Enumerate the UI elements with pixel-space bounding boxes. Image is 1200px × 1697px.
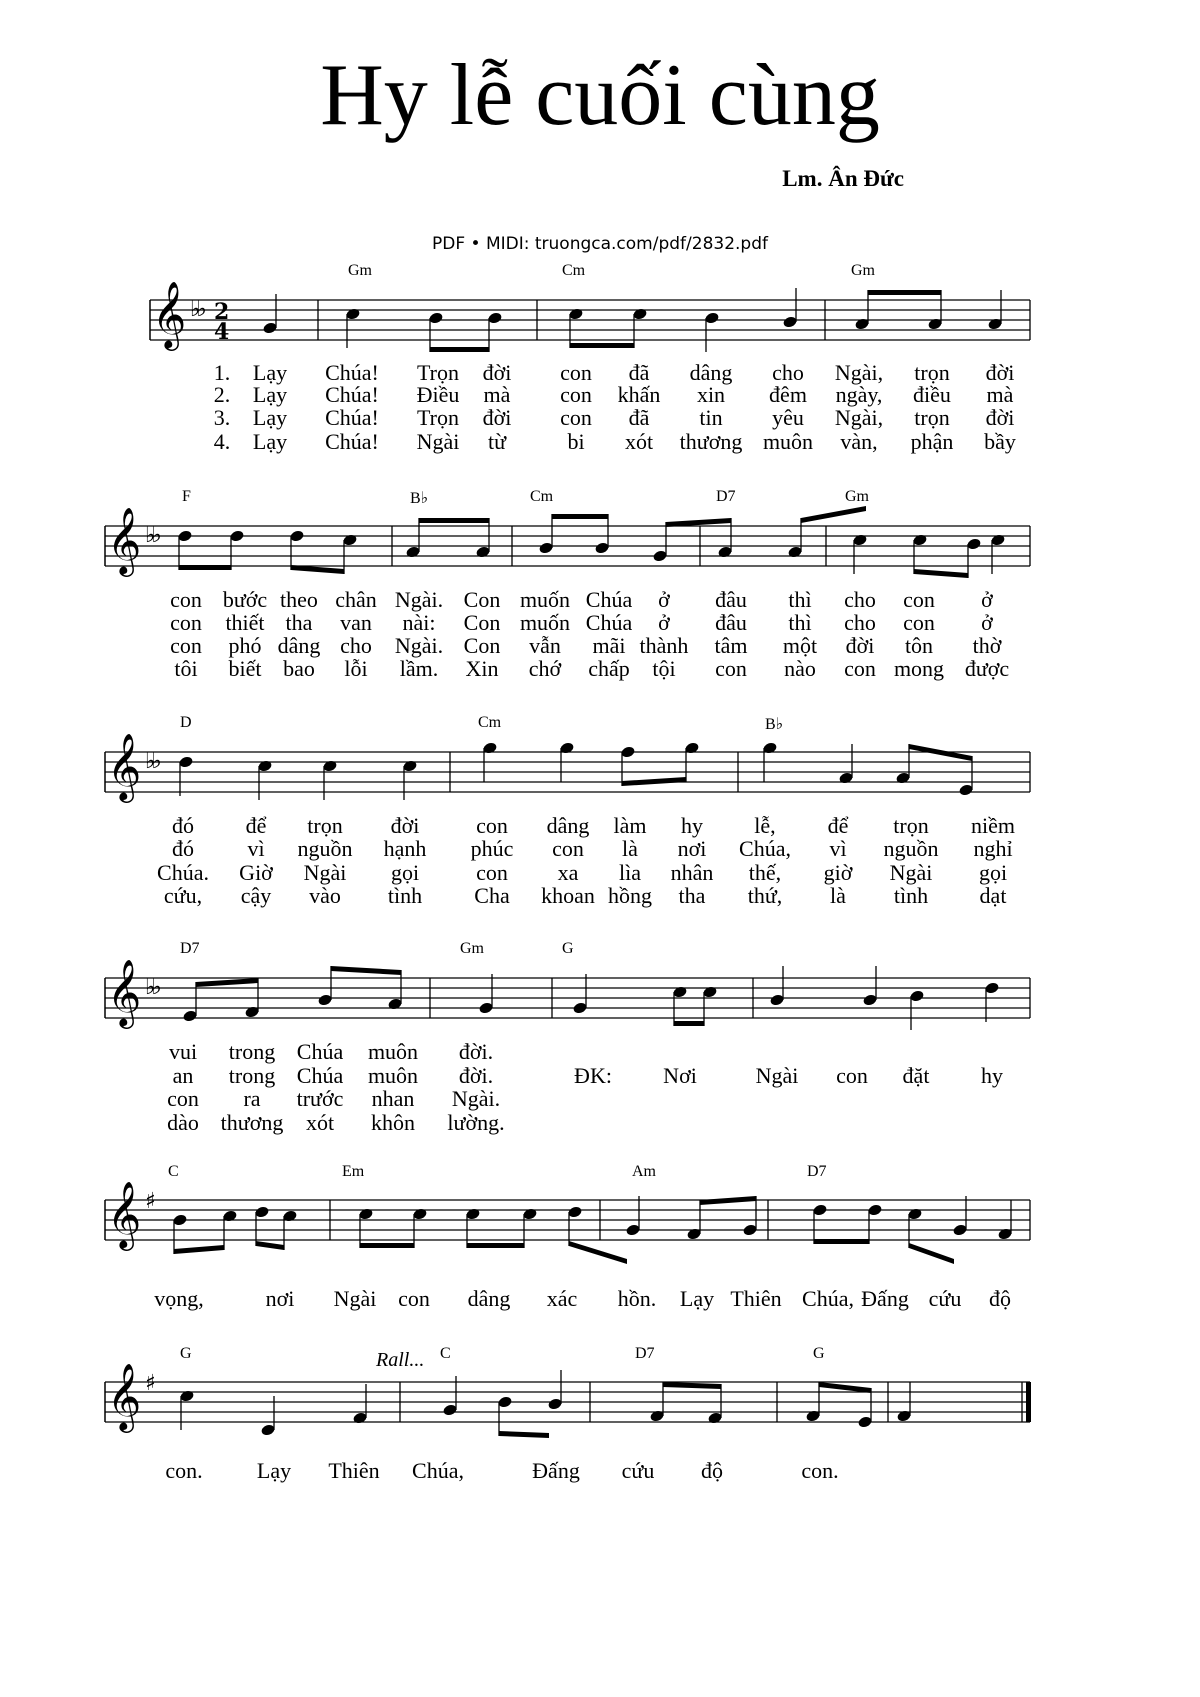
lyric-syllable: để — [827, 813, 849, 838]
note — [707, 1384, 722, 1425]
lyric-syllable: Chúa! — [325, 382, 379, 407]
lyric-syllable: con — [167, 1086, 199, 1111]
lyric-syllable: con — [844, 656, 876, 681]
chord-symbol: Cm — [478, 714, 502, 731]
chord-symbol: Gm — [348, 262, 372, 279]
key-signature-flats: ♭♭ — [145, 975, 158, 1000]
beam — [663, 1382, 721, 1389]
lyric-syllable: Lạy — [252, 405, 288, 430]
beam — [499, 1431, 549, 1438]
lyric-syllable: Lạy — [679, 1286, 715, 1311]
lyric-syllable: Chúa! — [325, 405, 379, 430]
lyric-syllable: trong — [228, 1063, 276, 1088]
lyric-syllable: đời — [985, 405, 1015, 430]
lyric-syllable: vì — [247, 836, 265, 861]
lyric-syllable: thiết — [225, 610, 265, 635]
lyric-syllable: phúc — [470, 836, 514, 861]
lyric-syllable: trọn — [893, 813, 929, 838]
chord-symbol: Cm — [530, 488, 554, 505]
lyric-syllable: trọn — [914, 405, 950, 430]
lyric-syllable: nguồn — [883, 836, 939, 861]
lyric-syllable: Ngài. — [394, 633, 444, 658]
lyric-syllable: mãi — [592, 633, 626, 658]
lyric-syllable: Trọn — [417, 405, 459, 430]
lyric-syllable: mà — [483, 382, 511, 407]
key-signature-flats: ♭♭ — [145, 523, 158, 548]
lyric-syllable: đâu — [715, 610, 747, 635]
lyric-syllable: cho — [844, 587, 876, 612]
lyric-syllable: nguồn — [297, 836, 353, 861]
lyric-syllable: lỗi — [344, 656, 368, 681]
lyric-syllable: trọn — [914, 360, 950, 385]
lyric-syllable: là — [830, 883, 846, 908]
lyric-syllable: muôn — [367, 1063, 419, 1088]
lyric-syllable: Thiên — [328, 1458, 380, 1483]
lyric-syllable: thì — [788, 587, 812, 612]
lyric-syllable: nơi — [677, 836, 707, 861]
lyric-syllable: Thiên — [730, 1286, 782, 1311]
lyric-syllable: con — [170, 633, 202, 658]
treble-clef: 𝄞 — [107, 1362, 142, 1430]
lyric-syllable: vui — [168, 1039, 198, 1064]
lyric-syllable: Con — [463, 587, 501, 612]
lyric-syllable: xót — [624, 429, 654, 454]
lyric-syllable: thì — [788, 610, 812, 635]
lyric-syllable: dâng — [277, 633, 321, 658]
chord-symbol: D — [180, 714, 192, 731]
lyric-syllable: thờ — [972, 633, 1002, 658]
lyric-syllable: Ngài, — [834, 405, 884, 430]
lyric-syllable: con — [398, 1286, 430, 1311]
lyric-syllable: xót — [305, 1110, 335, 1135]
lyric-syllable: muôn — [762, 429, 814, 454]
lyric-syllable: bao — [283, 656, 315, 681]
chord-symbol: C — [168, 1163, 179, 1180]
source-link[interactable]: PDF • MIDI: truongca.com/pdf/2832.pdf — [432, 234, 768, 254]
lyric-syllable: con — [560, 382, 592, 407]
lyric-syllable: con — [836, 1063, 868, 1088]
chord-symbol: D7 — [180, 940, 200, 957]
lyric-syllable: đêm — [769, 382, 807, 407]
lyric-syllable: tha — [678, 883, 706, 908]
chord-symbol: Am — [632, 1163, 656, 1180]
lyric-syllable: Lạy — [252, 382, 288, 407]
lyric-syllable: nhân — [670, 860, 714, 885]
lyric-syllable: gọi — [978, 860, 1008, 885]
chord-symbol: Em — [342, 1163, 365, 1180]
lyric-syllable: tôn — [904, 633, 934, 658]
lyric-syllable: Chúa, — [412, 1458, 464, 1483]
time-signature-top: 2 — [214, 299, 230, 325]
note — [547, 1370, 562, 1411]
lyric-syllable: Ngài. — [394, 587, 444, 612]
lyric-syllable: tha — [285, 610, 313, 635]
lyric-syllable: niềm — [971, 813, 1015, 838]
lyric-syllable: Con — [463, 610, 501, 635]
lyric-syllable: Chúa — [585, 610, 633, 635]
lyric-syllable: trước — [296, 1086, 344, 1111]
lyric-syllable: thương — [679, 429, 743, 454]
lyric-syllable: con — [552, 836, 584, 861]
lyric-syllable: tình — [387, 883, 423, 908]
lyric-syllable: bi — [567, 429, 585, 454]
chord-symbol: D7 — [807, 1163, 827, 1180]
key-signature-flats: ♭♭ — [190, 297, 203, 322]
lyric-syllable: Chúa — [296, 1063, 344, 1088]
lyric-syllable: Lạy — [252, 429, 288, 454]
lyric-syllable: con. — [801, 1458, 839, 1483]
lyric-syllable: muốn — [519, 587, 571, 612]
lyric-syllable: đâu — [715, 587, 747, 612]
lyric-syllable: con — [476, 860, 508, 885]
lyric-syllable: Trọn — [417, 360, 459, 385]
lyric-syllable: giờ — [823, 860, 853, 885]
lyric-syllable: nài: — [402, 610, 436, 635]
lyric-syllable: tình — [893, 883, 929, 908]
beam — [819, 1382, 871, 1393]
lyric-syllable: hồn. — [617, 1286, 657, 1311]
lyric-syllable: ra — [243, 1086, 261, 1111]
lyric-syllable: đã — [628, 405, 650, 430]
lyric-syllable: nhan — [371, 1086, 415, 1111]
lyric-syllable: Lạy — [256, 1458, 292, 1483]
lyric-syllable: 4. — [213, 429, 231, 454]
lyric-syllable: vào — [309, 883, 341, 908]
lyric-syllable: cho — [340, 633, 372, 658]
lyric-syllable: cứu, — [163, 883, 203, 908]
lyric-syllable: Cha — [474, 883, 510, 908]
rallentando-marking: Rall... — [376, 1349, 425, 1371]
lyric-syllable: Chúa, — [739, 836, 791, 861]
lyric-syllable: Đấng — [861, 1286, 909, 1311]
lyric-syllable: xác — [546, 1286, 578, 1311]
treble-clef: 𝄞 — [107, 958, 142, 1026]
lyric-syllable: để — [245, 813, 267, 838]
lyric-syllable: ngày, — [835, 382, 883, 407]
lyric-syllable: Ngài — [303, 860, 347, 885]
lyric-syllable: muốn — [519, 610, 571, 635]
lyric-syllable: đời — [985, 360, 1015, 385]
lyric-syllable: dào — [167, 1110, 199, 1135]
lyric-syllable: từ — [487, 429, 507, 454]
composer-name: Lm. Ân Đức — [782, 166, 904, 191]
lyric-syllable: bầy — [984, 429, 1016, 454]
lyric-syllable: đó — [172, 813, 194, 838]
lyric-syllable: Chúa! — [325, 360, 379, 385]
chord-symbol: C — [440, 1345, 451, 1362]
chord-symbol: G — [180, 1345, 192, 1362]
lyric-syllable: là — [622, 836, 638, 861]
lyric-syllable: cứu — [621, 1458, 655, 1483]
final-barline — [1026, 1382, 1031, 1422]
lyric-syllable: Điều — [416, 382, 460, 407]
lyric-syllable: dâng — [467, 1286, 511, 1311]
lyric-syllable: dạt — [979, 883, 1007, 908]
lyric-syllable: dâng — [546, 813, 590, 838]
lyric-syllable: 2. — [213, 382, 231, 407]
lyric-syllable: thương — [220, 1110, 284, 1135]
chord-symbol: Cm — [562, 262, 586, 279]
treble-clef: 𝄞 — [107, 1180, 142, 1248]
chord-symbol: F — [182, 488, 191, 505]
lyric-syllable: hy — [981, 1063, 1003, 1088]
lyric-syllable: Ngài — [416, 429, 460, 454]
lyric-syllable: an — [172, 1063, 194, 1088]
lyric-syllable: đời. — [458, 1063, 494, 1088]
lyric-syllable: Nơi — [663, 1063, 697, 1088]
treble-clef: 𝄞 — [152, 280, 187, 348]
lyric-syllable: Ngài. — [451, 1086, 501, 1111]
lyric-syllable: con — [903, 587, 935, 612]
lyric-syllable: điều — [913, 382, 951, 407]
lyric-syllable: đó — [172, 836, 194, 861]
lyric-syllable: phó — [228, 633, 262, 658]
lyric-syllable: nơi — [265, 1286, 295, 1311]
lyric-syllable: theo — [280, 587, 318, 612]
lyric-syllable: thứ, — [747, 883, 783, 908]
lyric-syllable: chớ — [528, 656, 562, 681]
lyric-syllable: hồng — [608, 883, 652, 908]
lyric-syllable: cho — [844, 610, 876, 635]
chord-symbol: D7 — [716, 488, 736, 505]
lyric-syllable: hy — [681, 813, 703, 838]
lyric-syllable: vọng, — [154, 1286, 204, 1311]
lyric-syllable: vì — [829, 836, 847, 861]
chord-symbol: Gm — [845, 488, 869, 505]
lyric-syllable: biết — [228, 656, 262, 681]
lyric-syllable: Chúa — [296, 1039, 344, 1064]
lyric-syllable: đời — [482, 405, 512, 430]
lyric-syllable: Ngài — [889, 860, 933, 885]
lyric-syllable: cho — [772, 360, 804, 385]
lyric-syllable: lìa — [619, 860, 641, 885]
lyric-syllable: Giờ — [239, 860, 273, 885]
chord-symbol: G — [813, 1345, 825, 1362]
note — [352, 1384, 367, 1425]
lyric-syllable: 1. — [213, 360, 231, 385]
lyric-syllable: xin — [696, 382, 726, 407]
lyric-syllable: van — [340, 610, 372, 635]
lyric-syllable: đã — [628, 360, 650, 385]
lyric-syllable: gọi — [390, 860, 420, 885]
lyric-syllable: dâng — [689, 360, 733, 385]
lyric-syllable: Đấng — [532, 1458, 580, 1483]
lyric-syllable: con — [715, 656, 747, 681]
lyric-syllable: muôn — [367, 1039, 419, 1064]
lyric-syllable: con — [170, 610, 202, 635]
lyric-syllable: nào — [784, 656, 816, 681]
lyric-syllable: Ngài — [755, 1063, 799, 1088]
lyric-syllable: chân — [335, 587, 377, 612]
lyric-syllable: đời. — [458, 1039, 494, 1064]
lyric-syllable: Chúa, — [802, 1286, 854, 1311]
chord-symbol: Gm — [460, 940, 484, 957]
time-signature-bottom: 4 — [214, 319, 230, 345]
note — [179, 1389, 194, 1430]
lyric-syllable: con — [170, 587, 202, 612]
lyric-syllable: ở — [658, 610, 670, 635]
lyric-syllable: khấn — [617, 382, 661, 407]
lyric-syllable: ĐK: — [574, 1063, 612, 1088]
chord-symbol: B♭ — [765, 716, 784, 733]
lyric-syllable: con. — [165, 1458, 203, 1483]
lyric-syllable: con — [560, 405, 592, 430]
lyric-syllable: hạnh — [383, 836, 427, 861]
lyric-syllable: thế, — [748, 860, 782, 885]
lyric-syllable: cậy — [240, 883, 272, 908]
lyric-syllable: chấp — [588, 656, 630, 681]
lyric-syllable: nghỉ — [973, 836, 1013, 861]
treble-clef: 𝄞 — [107, 732, 142, 800]
lyric-syllable: Xin — [465, 656, 499, 681]
lyric-syllable: mà — [986, 382, 1014, 407]
lyric-syllable: ở — [981, 610, 993, 635]
lyric-syllable: Con — [463, 633, 501, 658]
lyric-syllable: lầm. — [399, 656, 439, 681]
lyric-syllable: lường. — [447, 1110, 505, 1135]
note — [497, 1395, 512, 1436]
lyric-syllable: độ — [701, 1458, 723, 1483]
lyric-syllable: đời — [845, 633, 875, 658]
lyric-syllable: yêu — [772, 405, 804, 430]
lyric-syllable: vàn, — [840, 429, 878, 454]
lyric-syllable: Chúa! — [325, 429, 379, 454]
lyric-syllable: Chúa. — [157, 860, 209, 885]
lyric-syllable: bước — [222, 587, 268, 612]
lyric-syllable: ở — [981, 587, 993, 612]
lyric-syllable: đời — [390, 813, 420, 838]
lyric-syllable: ở — [658, 587, 670, 612]
lyric-syllable: thành — [639, 633, 689, 658]
key-signature-flats: ♭♭ — [145, 749, 158, 774]
chord-symbol: G — [562, 940, 574, 957]
chord-symbol: Gm — [851, 262, 875, 279]
lyric-syllable: vẫn — [529, 633, 561, 658]
lyric-syllable: tội — [652, 656, 676, 681]
note — [857, 1388, 872, 1429]
lyric-syllable: độ — [989, 1286, 1011, 1311]
song-title: Hy lễ cuối cùng — [320, 47, 880, 144]
lyric-syllable: đặt — [902, 1063, 930, 1088]
lyric-syllable: một — [782, 633, 818, 658]
lyric-syllable: trong — [228, 1039, 276, 1064]
chord-symbol: D7 — [635, 1345, 655, 1362]
lyric-syllable: làm — [613, 813, 647, 838]
chord-symbol: B♭ — [410, 490, 429, 507]
lyric-syllable: con — [903, 610, 935, 635]
lyric-syllable: khoan — [541, 883, 595, 908]
lyric-syllable: tâm — [714, 633, 748, 658]
lyric-syllable: xa — [557, 860, 579, 885]
key-signature-sharp: ♯ — [145, 1189, 156, 1214]
lyric-syllable: con — [560, 360, 592, 385]
lyric-syllable: Chúa — [585, 587, 633, 612]
lyric-syllable: Lạy — [252, 360, 288, 385]
lyric-syllable: cứu — [928, 1286, 962, 1311]
treble-clef: 𝄞 — [107, 506, 142, 574]
lyric-syllable: Ngài, — [834, 360, 884, 385]
lyric-syllable: khôn — [371, 1110, 415, 1135]
lyric-syllable: mong — [893, 656, 945, 681]
lyric-syllable: tôi — [174, 656, 198, 681]
lyric-syllable: đời — [482, 360, 512, 385]
lyric-syllable: được — [964, 656, 1010, 681]
lyric-syllable: Ngài — [333, 1286, 377, 1311]
lyric-syllable: phận — [910, 429, 954, 454]
lyric-syllable: trọn — [307, 813, 343, 838]
lyric-syllable: tin — [699, 405, 723, 430]
lyric-syllable: lễ, — [754, 813, 776, 838]
lyric-syllable: con — [476, 813, 508, 838]
lyric-syllable: 3. — [213, 405, 231, 430]
key-signature-sharp: ♯ — [145, 1371, 156, 1396]
